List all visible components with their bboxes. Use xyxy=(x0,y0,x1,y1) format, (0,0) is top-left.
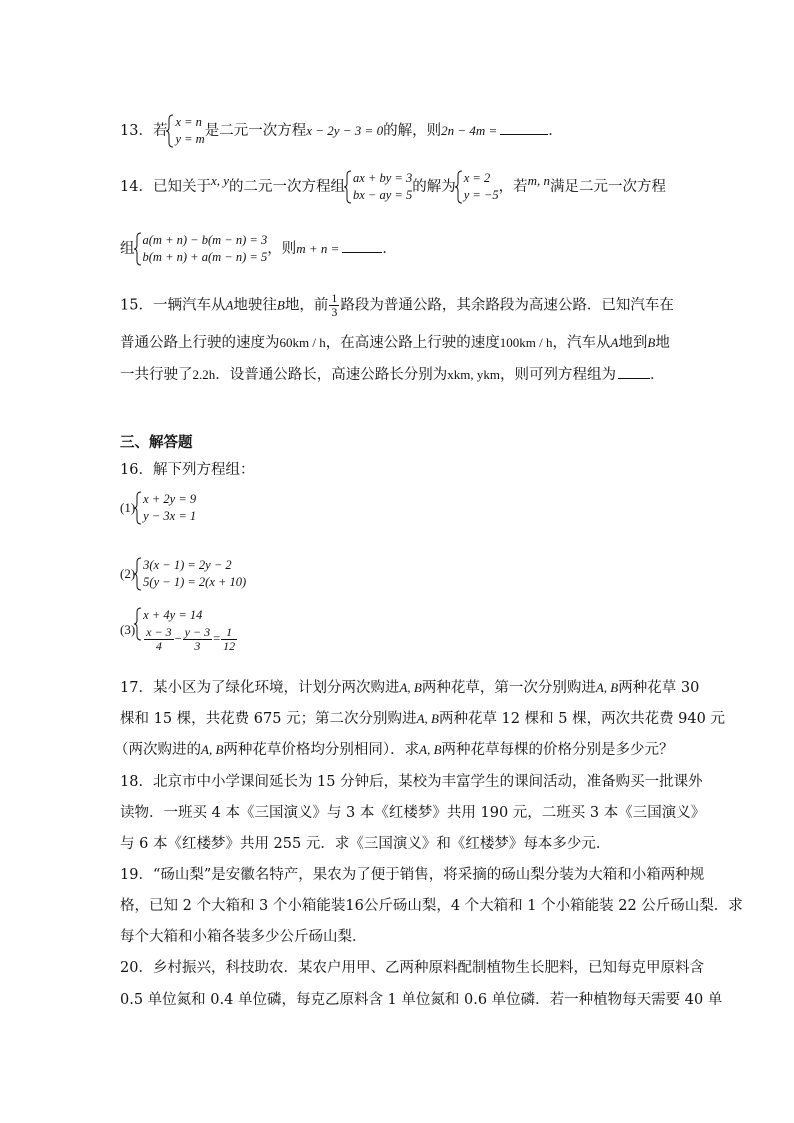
fraction-denominator: 3 xyxy=(194,639,201,653)
q17-text: 两种花草，第一次分别购进 xyxy=(421,680,596,696)
q14-system-1 xyxy=(345,170,412,204)
q16-part-label: (1) xyxy=(120,500,136,515)
q17-ab: A, B xyxy=(416,711,439,726)
question-18-line-2: 读物．一班买 4 本《三国演义》与 3 本《红楼梦》共用 190 元，二班买 3 本《三国演义》 xyxy=(120,805,706,821)
fraction xyxy=(221,626,237,653)
q16-system-1 xyxy=(135,491,196,525)
q17-text: （两次购进的 xyxy=(114,742,201,758)
q17-text: 17．某小区为了绿化环境，计划分两次购进 xyxy=(120,680,400,696)
q14-answer-blank xyxy=(342,240,382,253)
q16-part-1 xyxy=(120,491,196,525)
question-19-line-1: 19．“砀山梨”是安徽名特产，果农为了便于销售，将采摘的砀山梨分装为大箱和小箱两种规 xyxy=(120,867,705,883)
fraction-numerator: 1 xyxy=(331,291,338,305)
q16-system-2 xyxy=(135,557,246,591)
q15-text: ，则可列方程组为 xyxy=(499,367,616,383)
q14-sys1-eq-2: bx − ay = 5 xyxy=(353,188,413,202)
left-brace-icon xyxy=(166,114,174,148)
q13-eq-2: y = m xyxy=(175,132,205,146)
q15-text: ．设普通公路长，高速公路长分别为 xyxy=(215,367,448,383)
q17-text: 两种花草每棵的价格分别是多少元？ xyxy=(441,742,674,758)
q13-text-1: 是二元一次方程 xyxy=(204,123,307,139)
q13-text-2: 的解，则 xyxy=(383,123,442,139)
section-heading: 三、解答题 xyxy=(120,434,193,451)
q14-system-2 xyxy=(456,170,499,204)
q14-text-4: 满足二元一次方程 xyxy=(550,179,667,195)
q16-p3-eq-2 xyxy=(143,626,238,653)
fraction-denominator: 12 xyxy=(223,639,236,653)
q15-text: 普通公路上行驶的速度为 xyxy=(120,335,280,351)
question-18-line-1: 18．北京市中小学课间延长为 15 分钟后，某校为丰富学生的课间活动，准备购买一批课外 xyxy=(120,774,703,790)
q15-point-a: A xyxy=(610,335,619,350)
q15-text: 15．一辆汽车从 xyxy=(120,297,226,314)
q13-equation: x − 2y − 3 = 0 xyxy=(306,123,384,138)
minus-sign: − xyxy=(174,631,182,646)
q15-text: ，在高速公路上行驶的速度 xyxy=(325,335,500,351)
question-14-line-1 xyxy=(120,170,666,204)
left-brace-icon xyxy=(134,607,142,641)
q16-p1-eq-2: y − 3x = 1 xyxy=(143,509,197,523)
q14-sys2-eq-2: y = −5 xyxy=(463,188,499,202)
question-19-line-3: 每个大箱和小箱各装多少公斤砀山梨． xyxy=(120,929,367,945)
q16-system-3 xyxy=(135,607,238,653)
question-18-line-3: 与 6 本《红楼梦》共用 255 元．求《三国演义》和《红楼梦》每本多少元． xyxy=(120,836,611,852)
q17-text: 两种花草价格均分别相同）．求 xyxy=(223,742,420,758)
q14-text-3: ，若 xyxy=(498,179,528,195)
left-brace-icon xyxy=(134,491,142,525)
question-15-line-1 xyxy=(120,292,674,319)
q16-p3-eq-1: x + 4y = 14 xyxy=(143,608,203,622)
q17-ab: A, B xyxy=(419,742,442,757)
question-17-line-1 xyxy=(120,676,699,697)
question-14-line-2 xyxy=(120,232,397,266)
fraction-denominator: 4 xyxy=(155,639,162,653)
q16-p1-eq-1: x + 2y = 9 xyxy=(143,492,197,506)
q13-system xyxy=(167,114,204,148)
q14-text-5: 组 xyxy=(120,241,135,257)
q14-text-2: 的解为 xyxy=(412,179,456,195)
q16-p2-eq-1: 3(x − 1) = 2y − 2 xyxy=(143,558,232,572)
question-19-line-2: 格，已知 2 个大箱和 3 个小箱能装16公斤砀山梨，4 个大箱和 1 个小箱能装 22 公斤砀山梨．求 xyxy=(120,898,743,914)
question-17-line-3 xyxy=(114,738,674,759)
left-brace-icon xyxy=(455,170,463,204)
q14-sys3-eq-1: a(m + n) − b(m − n) = 3 xyxy=(142,233,268,247)
q17-text: 棵和 15 棵，共花费 675 元；第二次分别购进 xyxy=(120,711,417,727)
q14-text-6: ，则 xyxy=(267,241,297,257)
left-brace-icon xyxy=(134,232,142,266)
q15-text: 地 xyxy=(655,335,670,351)
q16-part-label: (2) xyxy=(120,566,136,581)
q17-ab: A, B xyxy=(595,680,619,695)
q17-ab: A, B xyxy=(399,680,422,695)
fraction xyxy=(144,626,173,653)
q15-answer-blank xyxy=(618,366,650,379)
q15-speed-1: 60km / h xyxy=(279,335,326,350)
left-brace-icon xyxy=(344,170,352,204)
q15-text: 地到 xyxy=(618,335,648,351)
q14-sys3-eq-2: b(m + n) + a(m − n) = 5 xyxy=(142,250,268,264)
q16-p2-eq-2: 5(y − 1) = 2(x + 10) xyxy=(143,575,247,589)
q13-answer-blank xyxy=(500,122,548,135)
q14-system-3 xyxy=(135,232,268,266)
q15-text: 地，前 xyxy=(284,297,329,314)
equals-sign: = xyxy=(213,631,221,646)
q14-text-1: 的二元一次方程组 xyxy=(229,179,345,195)
q13-expression: 2n − 4m = xyxy=(441,123,498,138)
q15-fraction xyxy=(329,292,339,319)
q13-end: ． xyxy=(548,123,563,139)
q14-expression: m + n = xyxy=(296,241,340,256)
question-20-line-2: 0.5 单位氮和 0.4 单位磷，每克乙原料含 1 单位氮和 0.6 单位磷．若一种植物每天需要 40 单 xyxy=(120,992,723,1008)
q15-point-a: A xyxy=(225,297,234,313)
q15-end: ． xyxy=(649,367,665,383)
q14-end: ． xyxy=(382,241,397,257)
fraction-numerator: y − 3 xyxy=(184,625,211,639)
q13-eq-1: x = n xyxy=(175,115,202,129)
fraction-numerator: x − 3 xyxy=(146,625,172,639)
q14-sys1-eq-1: ax + by = 3 xyxy=(353,171,413,185)
q15-point-b: B xyxy=(647,335,656,350)
q16-part-2 xyxy=(120,557,246,591)
q16-part-3 xyxy=(120,607,238,653)
q16-title: 16．解下列方程组： xyxy=(120,462,255,478)
q15-point-b: B xyxy=(276,297,285,313)
q14-number-text: 14．已知关于 xyxy=(120,179,211,195)
fraction-denominator: 3 xyxy=(331,305,338,319)
left-brace-icon xyxy=(134,557,142,591)
q14-vars: x, y xyxy=(210,173,229,188)
q15-speed-2: 100km / h xyxy=(499,335,553,350)
q13-number-text: 13．若 xyxy=(120,123,168,139)
question-13 xyxy=(120,114,563,148)
q15-text: ，汽车从 xyxy=(552,335,611,351)
q15-variables: xkm, ykm xyxy=(447,367,500,382)
question-15-line-3 xyxy=(120,363,664,384)
question-15-line-2 xyxy=(120,331,670,352)
fraction-numerator: 1 xyxy=(221,626,237,640)
q14-sys2-eq-1: x = 2 xyxy=(463,171,491,185)
q14-vars-2: m, n xyxy=(527,173,551,188)
question-17-line-2 xyxy=(120,707,725,728)
q16-part-label: (3) xyxy=(120,622,136,637)
q15-text: 路段为普通公路，其余路段为高速公路．已知汽车在 xyxy=(340,297,674,314)
q17-ab: A, B xyxy=(201,742,224,757)
q15-text: 一共行驶了 xyxy=(120,367,193,383)
question-20-line-1: 20．乡村振兴，科技助农．某农户用甲、乙两种原料配制植物生长肥料，已知每克甲原料含 xyxy=(120,960,704,976)
q17-text: 两种花草 30 xyxy=(618,680,700,696)
q17-text: 两种花草 12 棵和 5 棵，两次共花费 940 元 xyxy=(438,711,725,727)
q15-time: 2.2h xyxy=(192,367,216,382)
q15-text: 地驶往 xyxy=(233,297,277,314)
fraction xyxy=(183,626,212,653)
